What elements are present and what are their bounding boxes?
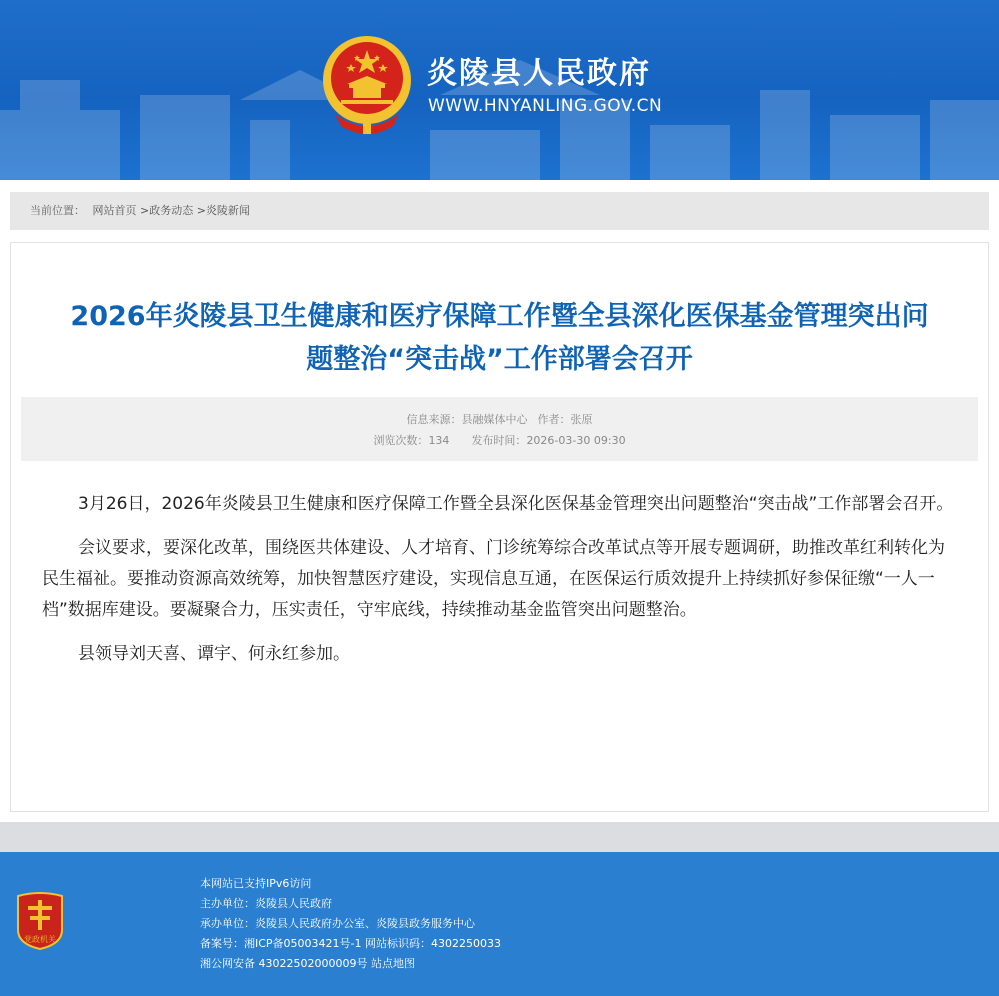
footer-police-record-line[interactable]: 湘公网安备 43022502000009号 站点地图 xyxy=(200,957,415,970)
article-title-line-1: 2026年炎陵县卫生健康和医疗保障工作暨全县深化医保基金管理突出问 xyxy=(70,301,929,332)
breadcrumb-home-link[interactable]: 网站首页 xyxy=(92,204,137,217)
site-footer xyxy=(0,852,999,996)
footer-ipv6-line: 本网站已支持IPv6访问 xyxy=(200,877,312,890)
footer-info xyxy=(200,874,501,974)
source-label: 信息来源： xyxy=(406,413,462,426)
footer-sponsor-line: 主办单位：炎陵县人民政府 xyxy=(200,897,332,910)
article-panel xyxy=(10,242,989,812)
author-value: 张原 xyxy=(570,413,593,426)
badge-text: 党政机关 xyxy=(24,935,56,944)
site-name: 炎陵县人民政府 xyxy=(427,56,651,91)
article-title-line-2: 题整治“突击战”工作部署会召开 xyxy=(306,344,693,375)
footer-divider-band xyxy=(0,822,999,852)
author-label: 作者： xyxy=(537,413,571,426)
footer-organizer-line: 承办单位：炎陵县人民政府办公室、炎陵县政务服务中心 xyxy=(200,917,475,930)
article-meta xyxy=(21,397,978,461)
article-meta-row-1 xyxy=(21,409,978,430)
site-header xyxy=(0,0,999,180)
party-government-badge-icon[interactable] xyxy=(14,890,66,950)
footer-icp-line[interactable]: 备案号：湘ICP备05003421号-1 网站标识码：4302250033 xyxy=(200,937,501,950)
article-body xyxy=(42,489,954,683)
article-paragraph: 会议要求，要深化改革，围绕医共体建设、人才培育、门诊统筹综合改革试点等开展专题调研，助推改革红利转化为民生福祉。要推动资源高效统筹，加快智慧医疗建设，实现信息互通，在医保运行质效提升上持续抓好参保征缴“一人一档”数据库建设。要凝聚合力，压实责任，守牢底线，持续推动基金监管突出问题整治。 xyxy=(42,538,945,620)
article-title xyxy=(11,295,988,381)
article-paragraph: 3月26日，2026年炎陵县卫生健康和医疗保障工作暨全县深化医保基金管理突出问题整治“突击战”工作部署会召开。 xyxy=(78,494,954,514)
source-value: 县融媒体中心 xyxy=(461,413,528,426)
site-url: WWW.HNYANLING.GOV.CN xyxy=(428,96,663,116)
national-emblem-icon xyxy=(321,34,413,136)
breadcrumb-yanling-news-link[interactable]: >炎陵新闻 xyxy=(196,204,250,217)
views-label: 浏览次数： xyxy=(373,434,429,447)
published-value: 2026-03-30 09:30 xyxy=(526,434,626,447)
breadcrumb-government-news-link[interactable]: >政务动态 xyxy=(140,204,194,217)
article-meta-row-2 xyxy=(21,430,978,451)
published-label: 发布时间： xyxy=(471,434,527,447)
article-paragraph: 县领导刘天喜、谭宇、何永红参加。 xyxy=(78,644,350,664)
views-value: 134 xyxy=(428,434,450,447)
breadcrumb xyxy=(10,192,989,230)
breadcrumb-prefix: 当前位置： xyxy=(30,204,85,217)
